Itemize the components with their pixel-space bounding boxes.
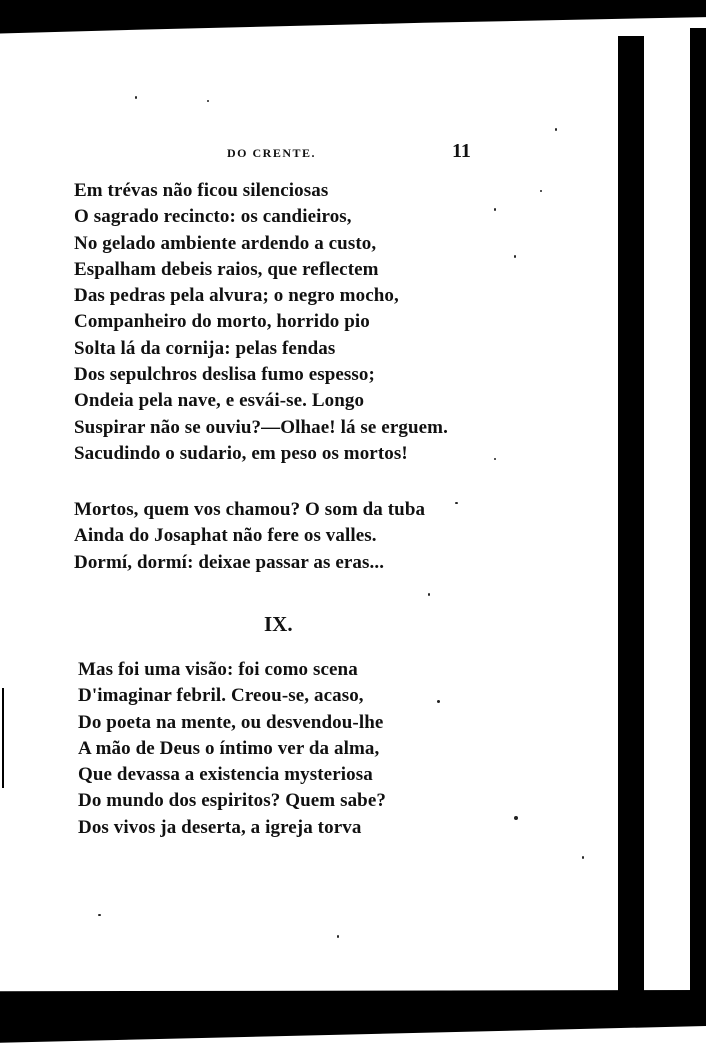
scan-speck (494, 208, 496, 211)
stanza-1 (74, 178, 514, 467)
stanza-3 (78, 657, 518, 841)
verse-line: Dormí, dormí: deixae passar as eras... (74, 551, 385, 573)
scan-speck (428, 593, 430, 596)
scan-speck (514, 255, 516, 258)
verse-line: O sagrado recincto: os candieiros, (74, 206, 352, 228)
verse-line: Das pedras pela alvura; o negro mocho, (74, 285, 399, 307)
verse-line: Ondeia pela nave, e esvái-se. Longo (74, 390, 365, 412)
verse-line: Do poeta na mente, ou desvendou-lhe (78, 711, 384, 733)
scan-speck (135, 96, 137, 99)
section-heading: IX. (264, 612, 293, 636)
scan-speck (98, 914, 101, 916)
verse-line: Ainda do Josaphat não fere os valles. (74, 525, 377, 547)
verse-line: Dos sepulchros deslisa fumo espesso; (74, 364, 375, 386)
scan-speck (582, 856, 584, 859)
running-head (0, 140, 706, 166)
verse-line: No gelado ambiente ardendo a custo, (74, 232, 377, 254)
scan-border-right-inner (618, 36, 644, 991)
scan-speck (494, 458, 496, 460)
verse-line: Em trévas não ficou silenciosas (74, 180, 329, 201)
verse-line: Do mundo dos espiritos? Quem sabe? (78, 790, 386, 812)
scan-border-right-gap (644, 42, 662, 992)
verse-line: Que devassa a existencia mysteriosa (78, 764, 373, 786)
verse-line: Mas foi uma visão: foi como scena (78, 659, 358, 680)
running-title: DO CRENTE. (227, 146, 317, 160)
verse-line: Dos vivos ja deserta, a igreja torva (78, 816, 362, 838)
scan-speck (540, 190, 542, 192)
scan-speck (437, 700, 440, 703)
verse-line: Suspirar não se ouviu?—Olhae! lá se erguem. (74, 416, 448, 438)
page-number: 11 (452, 140, 471, 162)
verse-line: Solta lá da cornija: pelas fendas (74, 337, 336, 359)
verse-line: Espalham debeis raios, que reflectem (74, 258, 379, 280)
scan-border-top (0, 0, 706, 38)
scan-border-right-outer (690, 28, 706, 1028)
scan-speck (455, 502, 458, 504)
scan-speck (514, 816, 518, 820)
scan-speck (207, 100, 209, 102)
verse-line: Companheiro do morto, horrido pio (74, 311, 370, 333)
stanza-2 (74, 497, 514, 576)
verse-line: A mão de Deus o íntimo ver da alma, (78, 737, 380, 759)
scan-left-mark (2, 688, 8, 788)
verse-line: Sacudindo o sudario, em peso os mortos! (74, 442, 408, 464)
scan-speck (555, 128, 557, 131)
scan-speck (337, 935, 339, 938)
verse-line: D'imaginar febril. Creou-se, acaso, (78, 685, 364, 707)
verse-line: Mortos, quem vos chamou? O som da tuba (74, 499, 426, 520)
